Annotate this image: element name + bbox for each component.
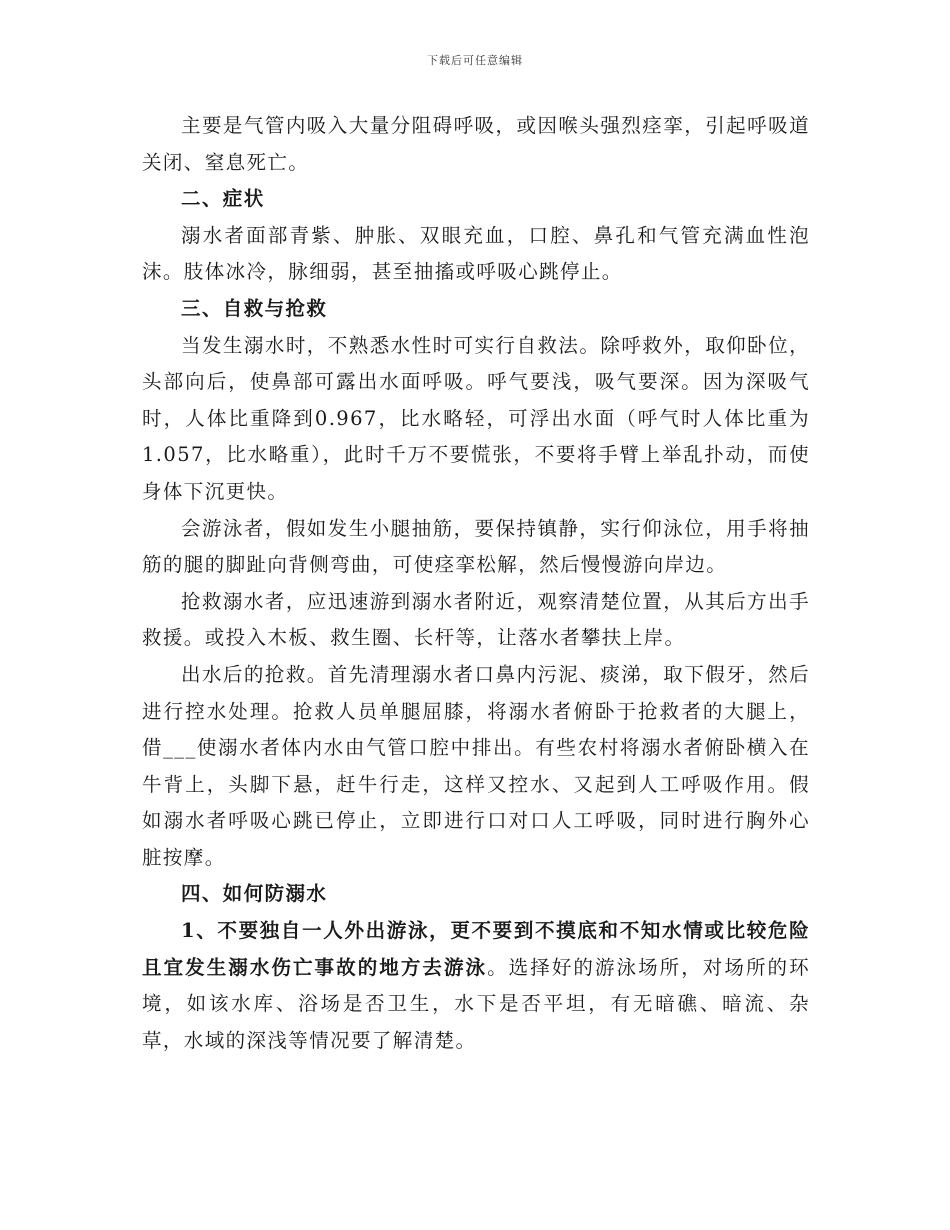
heading-prevention: 四、如何防溺水 [181,882,328,906]
document-body [142,108,810,1059]
paragraph-cramp: 会游泳者，假如发生小腿抽筋，要保持镇静，实行仰泳位，用手将抽筋的腿的脚趾向背侧弯曲，可使痉挛松解，然后慢慢游向岸边。 [142,516,810,577]
heading-symptoms: 二、症状 [181,187,265,211]
paragraph-self-rescue: 当发生溺水时，不熟悉水性时可实行自救法。除呼救外，取仰卧位，头部向后，使鼻部可露出水面呼吸。呼气要浅，吸气要深。因为深吸气时，人体比重降到0.967，比水略轻，可浮出水面（呼气时人体比重为1.057，比水略重），此时千万不要慌张，不要将手臂上举乱扑动，而使身体下沉更快。 [142,333,810,503]
page-header: 下载后可任意编辑 [427,54,523,67]
heading-rescue: 三、自救与抢救 [181,296,328,320]
paragraph-after-rescue: 出水后的抢救。首先清理溺水者口鼻内污泥、痰涕，取下假牙，然后进行控水处理。抢救人员单腿屈膝，将溺水者俯卧于抢救者的大腿上，借___使溺水者体内水由气管口腔中排出。有些农村将溺水者俯卧横入在牛背上，头脚下悬，赶牛行走，这样又控水、又起到人工呼吸作用。假如溺水者呼吸心跳已停止，立即进行口对口人工呼吸，同时进行胸外心脏按摩。 [142,662,810,869]
prevention-rule-bold: 1、不要独自一人外出游泳，更不要到不摸底和不知水情或比较危险且宜发生溺水伤亡事故的地方去游泳 [142,919,810,979]
prevention-rule-detail: 。选择好的游泳场所，对场所的环境，如该水库、浴场是否卫生，水下是否平坦，有无暗礁、暗流、杂草，水域的深浅等情况要了解清楚。 [142,955,810,1052]
paragraph-symptoms: 溺水者面部青紫、肿胀、双眼充血，口腔、鼻孔和气管充满血性泡沫。肢体冰冷，脉细弱，甚至抽搐或呼吸心跳停止。 [142,223,810,284]
paragraph-prevention-1 [142,913,810,1059]
paragraph-rescue-others: 抢救溺水者，应迅速游到溺水者附近，观察清楚位置，从其后方出手救援。或投入木板、救生圈、长杆等，让落水者攀扶上岸。 [142,589,810,650]
paragraph-cause: 主要是气管内吸入大量分阻碍呼吸，或因喉头强烈痉挛，引起呼吸道关闭、窒息死亡。 [142,114,810,174]
